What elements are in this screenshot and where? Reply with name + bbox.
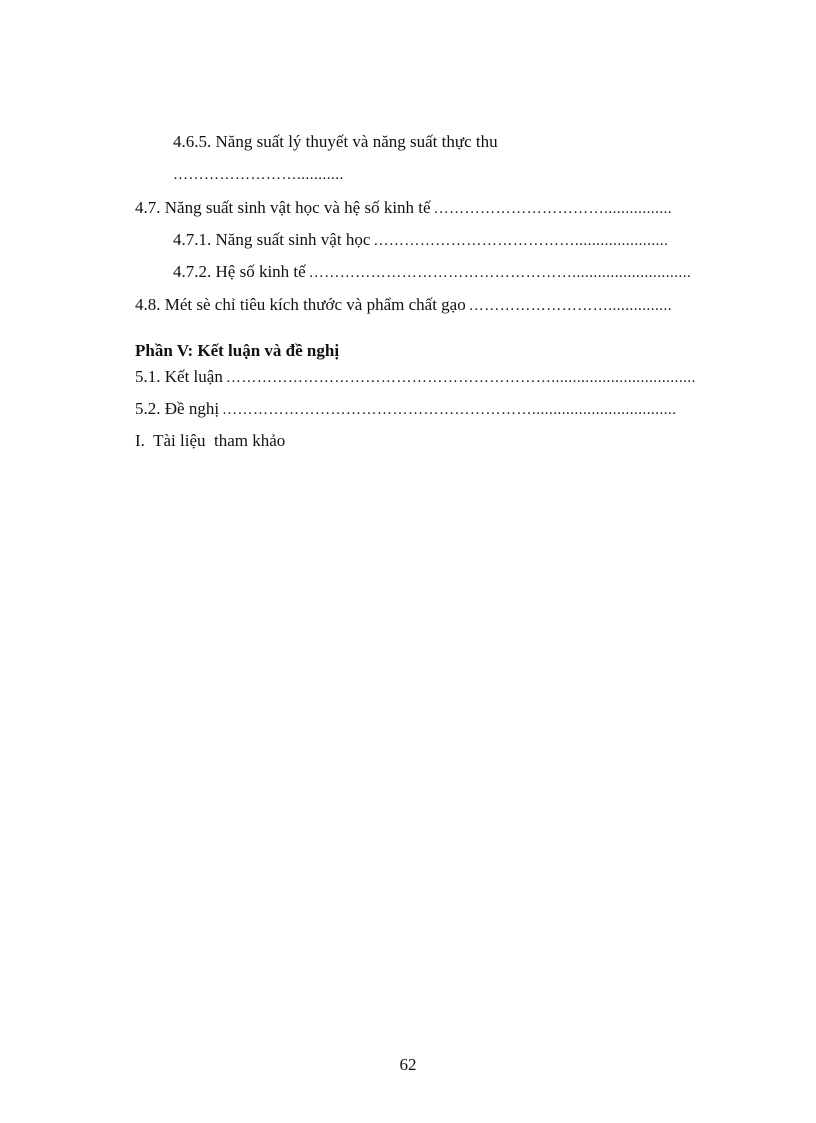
- toc-entry-4-7-1[interactable]: [173, 229, 720, 252]
- toc-entry-4-6-5-dots-line: [173, 164, 720, 186]
- toc-entry-dots: ……………………...........: [173, 167, 344, 183]
- toc-entry-title: 5.1. Kết luận: [135, 367, 223, 386]
- toc-entry-title: 5.2. Đề nghị: [135, 399, 220, 418]
- page-number: 62: [399, 1055, 417, 1074]
- toc-entry-title: 4.7.1. Năng suất sinh vật học: [173, 230, 371, 249]
- toc-part-5-heading[interactable]: [135, 340, 720, 362]
- toc-entry-dots: ………………………...............: [468, 298, 672, 314]
- toc-entry-references[interactable]: [135, 430, 720, 452]
- toc-entry-4-7[interactable]: [135, 197, 720, 220]
- toc-entry-title: 4.7. Năng suất sinh vật học và hệ số kinh tế: [135, 198, 431, 217]
- toc-entry-4-8[interactable]: [135, 294, 720, 317]
- toc-entry-dots: …………………………………......................: [373, 233, 669, 249]
- toc-entry-title: 4.8. Mét sè chỉ tiêu kích thước và phẩm chất gạo: [135, 295, 466, 314]
- toc-entry-dots: ………………………………………………………..................................: [225, 370, 696, 386]
- toc-entry-title: 4.6.5. Năng suất lý thuyết và năng suất thực thu: [173, 132, 498, 151]
- toc-entry-title: 4.7.2. Hệ số kinh tế: [173, 262, 306, 281]
- toc-entry-dots: ……………………………………………............................: [308, 265, 692, 281]
- toc-entry-dots: ……………………………................: [433, 201, 673, 217]
- toc-entry-5-2[interactable]: [135, 398, 720, 421]
- toc-entry-title: Phần V: Kết luận và đề nghị: [135, 341, 340, 360]
- toc-entry-4-7-2[interactable]: [173, 261, 720, 284]
- toc-entry-dots: ……………………………………………………..................................: [222, 402, 677, 418]
- toc-entry-5-1[interactable]: [135, 366, 720, 389]
- toc-entry-title: I. Tài liệu tham khảo: [135, 431, 286, 450]
- toc-entry-4-6-5[interactable]: [173, 131, 720, 153]
